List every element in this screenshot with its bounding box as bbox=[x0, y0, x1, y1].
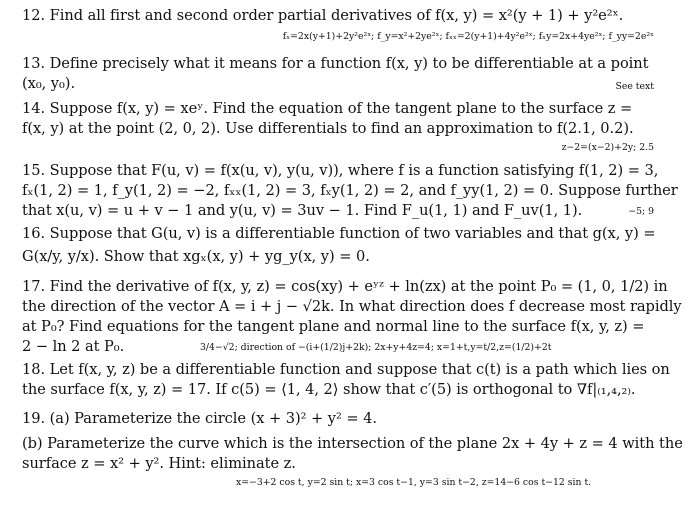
problem-13-line-1: 13. Define precisely what it means for a function f(x, y) to be differentiable at a point bbox=[22, 55, 649, 72]
problem-17-line-2: the direction of the vector A = i + j − √2k. In what direction does f decrease most rapidly bbox=[22, 298, 682, 315]
problem-17-answer: 3/4−√2; direction of −(i+(1/2)j+2k); 2x+y+4z=4; x=1+t,y=t/2,z=(1/2)+2t bbox=[200, 342, 552, 353]
problem-17-line-1: 17. Find the derivative of f(x, y, z) = cos(xy) + eʸᶻ + ln(zx) at the point P₀ = (1, 0, 1/2) in bbox=[22, 278, 668, 295]
problem-19-answer: x=−3+2 cos t, y=2 sin t; x=3 cos t−1, y=3 sin t−2, z=14−6 cos t−12 sin t. bbox=[236, 477, 592, 488]
problem-18-line-2: the surface f(x, y, z) = 17. If c(5) = ⟨1, 4, 2⟩ show that c′(5) is orthogonal to ∇f|₍₁,₄,₂₎. bbox=[22, 381, 636, 398]
problem-12-answer: fₓ=2x(y+1)+2y²e²ˣ; f_y=x²+2ye²ˣ; fₓₓ=2(y+1)+4y²e²ˣ; fₓy=2x+4ye²ˣ; f_yy=2e²ˣ bbox=[282, 31, 654, 42]
problem-17-line-4: 2 − ln 2 at P₀. bbox=[22, 338, 125, 355]
problem-19-line-2: (b) Parameterize the curve which is the intersection of the plane 2x + 4y + z = 4 with the bbox=[22, 435, 683, 452]
problem-16-line-2: G(x/y, y/x). Show that xgₓ(x, y) + yg_y(x, y) = 0. bbox=[22, 248, 370, 265]
problem-15-line-1: 15. Suppose that F(u, v) = f(x(u, v), y(u, v)), where f is a function satisfying f(1, 2) = 3, bbox=[22, 162, 659, 179]
problem-17-line-3: at P₀? Find equations for the tangent plane and normal line to the surface f(x, y, z) = bbox=[22, 318, 645, 335]
problem-15-line-3: that x(u, v) = u + v − 1 and y(u, v) = 3uv − 1. Find F_u(1, 1) and F_uv(1, 1). bbox=[22, 202, 583, 219]
problem-14-line-2: f(x, y) at the point (2, 0, 2). Use differentials to find an approximation to f(2.1, 0.2). bbox=[22, 120, 634, 137]
problem-13-answer: See text bbox=[615, 81, 654, 92]
problem-14-answer: z−2=(x−2)+2y; 2.5 bbox=[561, 142, 654, 153]
problem-15-line-2: fₓ(1, 2) = 1, f_y(1, 2) = −2, fₓₓ(1, 2) = 3, fₓy(1, 2) = 2, and f_yy(1, 2) = 0. Suppose further bbox=[22, 182, 678, 199]
problem-18-line-1: 18. Let f(x, y, z) be a differentiable function and suppose that c(t) is a path which lies on bbox=[22, 361, 670, 378]
problem-19-line-3: surface z = x² + y². Hint: eliminate z. bbox=[22, 455, 296, 472]
problem-13-line-2: (x₀, y₀). bbox=[22, 75, 76, 92]
problem-16-line-1: 16. Suppose that G(u, v) is a differentiable function of two variables and that g(x, y) = bbox=[22, 225, 656, 242]
problem-15-answer: −5; 9 bbox=[628, 206, 654, 217]
problem-14-line-1: 14. Suppose f(x, y) = xeʸ. Find the equation of the tangent plane to the surface z = bbox=[22, 100, 633, 117]
problem-12-line-1: 12. Find all first and second order partial derivatives of f(x, y) = x²(y + 1) + y²e²ˣ. bbox=[22, 7, 624, 24]
problem-19-line-1: 19. (a) Parameterize the circle (x + 3)² + y² = 4. bbox=[22, 410, 377, 427]
